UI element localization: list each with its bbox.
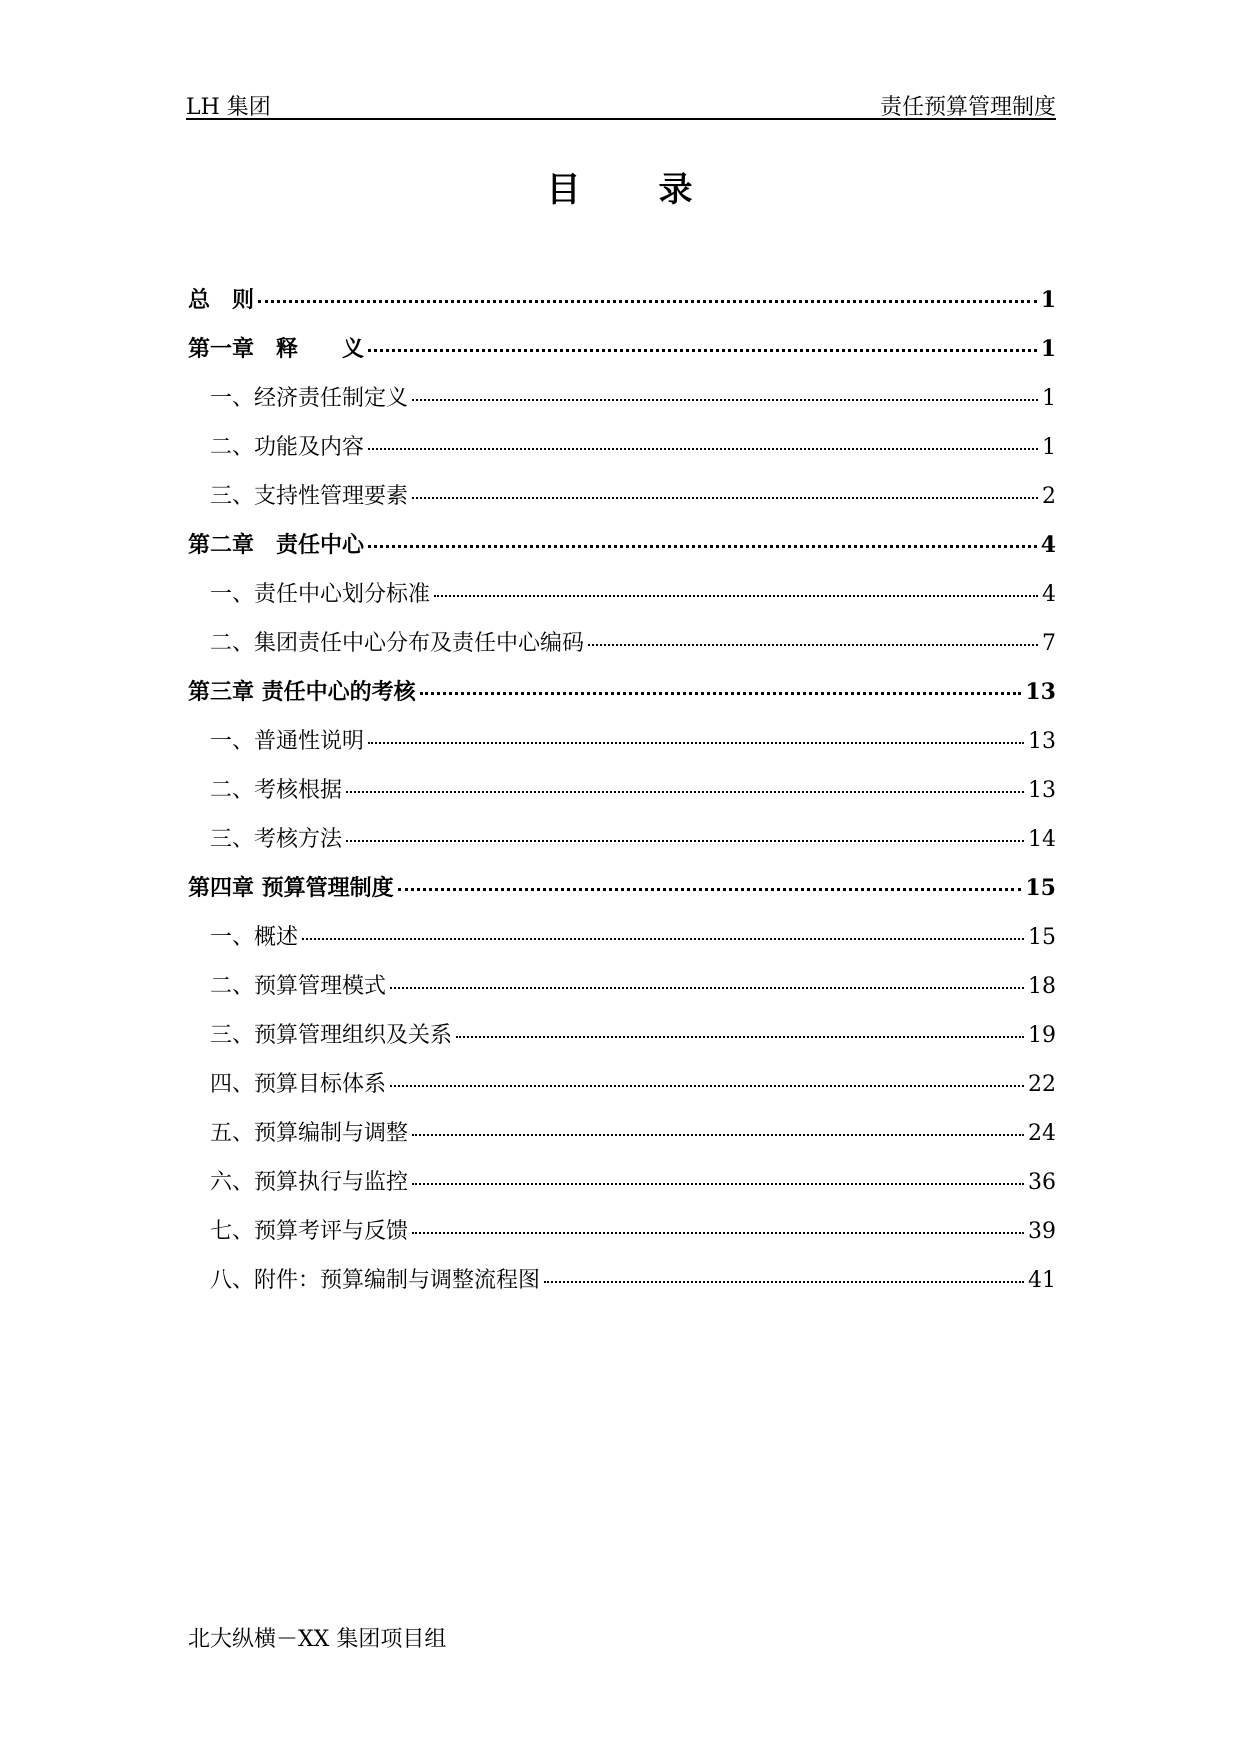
toc-title-char-2: 录: [658, 170, 695, 210]
toc-entry-page-number: 1: [1042, 386, 1056, 411]
toc-section-entry[interactable]: [188, 1214, 1056, 1263]
toc-chapter-entry[interactable]: [188, 528, 1056, 577]
toc-dot-leader: [368, 349, 1037, 352]
toc-dot-leader: [544, 1281, 1024, 1283]
toc-section-entry[interactable]: [188, 1165, 1056, 1214]
toc-chapter-entry[interactable]: [188, 332, 1056, 381]
toc-entry-page-number: 19: [1028, 1023, 1056, 1048]
toc-entry-page-number: 15: [1025, 875, 1056, 901]
toc-entry-page-number: 18: [1028, 974, 1056, 999]
toc-dot-leader: [346, 840, 1024, 842]
toc-entry-page-number: 24: [1028, 1121, 1056, 1146]
header-company: LH 集团: [186, 95, 271, 120]
toc-entry-label: 三、预算管理组织及关系: [210, 1023, 453, 1048]
toc-entry-page-number: 15: [1028, 925, 1056, 950]
toc-dot-leader: [588, 644, 1038, 646]
toc-section-entry[interactable]: [188, 430, 1056, 479]
toc-section-entry[interactable]: [188, 1018, 1056, 1067]
toc-dot-leader: [368, 742, 1024, 744]
toc-section-entry[interactable]: [188, 1116, 1056, 1165]
toc-dot-leader: [390, 987, 1024, 989]
toc-section-entry[interactable]: [188, 773, 1056, 822]
toc-entry-page-number: 14: [1028, 827, 1056, 852]
toc-entry-page-number: 2: [1042, 484, 1056, 509]
toc-entry-label: 二、集团责任中心分布及责任中心编码: [210, 631, 585, 656]
toc-title-char-1: 目: [546, 170, 583, 210]
toc-entry-label: 二、功能及内容: [210, 435, 365, 460]
toc-entry-page-number: 22: [1028, 1072, 1056, 1097]
toc-entry-page-number: 13: [1028, 729, 1056, 754]
toc-section-entry[interactable]: [188, 381, 1056, 430]
toc-dot-leader: [412, 497, 1038, 499]
header-document-title: 责任预算管理制度: [879, 95, 1056, 120]
toc-title: [0, 162, 1241, 211]
toc-dot-leader: [390, 1085, 1024, 1087]
toc-entry-page-number: 7: [1042, 631, 1056, 656]
toc-entry-page-number: 13: [1028, 778, 1056, 803]
toc-entry-page-number: 41: [1028, 1268, 1056, 1293]
toc-dot-leader: [302, 938, 1024, 940]
toc-dot-leader: [368, 545, 1037, 548]
table-of-contents: [188, 283, 1056, 1312]
toc-entry-page-number: 4: [1040, 532, 1056, 558]
toc-dot-leader: [368, 448, 1038, 450]
toc-entry-label: 第二章 责任中心: [188, 532, 365, 558]
toc-section-entry[interactable]: [188, 1067, 1056, 1116]
toc-entry-label: 第四章 预算管理制度: [188, 875, 394, 901]
toc-entry-label: 二、考核根据: [210, 778, 343, 803]
toc-entry-label: 八、附件：预算编制与调整流程图: [210, 1268, 541, 1293]
toc-entry-page-number: 13: [1025, 679, 1056, 705]
toc-entry-page-number: 1: [1040, 336, 1056, 362]
toc-entry-page-number: 36: [1028, 1170, 1056, 1195]
toc-dot-leader: [412, 1134, 1024, 1136]
toc-entry-label: 三、考核方法: [210, 827, 343, 852]
toc-section-entry[interactable]: [188, 969, 1056, 1018]
toc-entry-page-number: 1: [1042, 435, 1056, 460]
toc-section-entry[interactable]: [188, 626, 1056, 675]
toc-dot-leader: [456, 1036, 1024, 1038]
toc-entry-label: 六、预算执行与监控: [210, 1170, 409, 1195]
page-footer: 北大纵横－XX 集团项目组: [188, 1627, 447, 1652]
toc-dot-leader: [412, 1183, 1024, 1185]
toc-entry-page-number: 1: [1040, 287, 1056, 313]
toc-dot-leader: [346, 791, 1024, 793]
toc-entry-page-number: 39: [1028, 1219, 1056, 1244]
toc-entry-label: 一、责任中心划分标准: [210, 582, 431, 607]
page-header: [186, 88, 1056, 120]
toc-entry-label: 七、预算考评与反馈: [210, 1219, 409, 1244]
toc-entry-label: 第一章 释 义: [188, 336, 365, 362]
toc-section-entry[interactable]: [188, 724, 1056, 773]
toc-section-entry[interactable]: [188, 920, 1056, 969]
toc-section-entry[interactable]: [188, 479, 1056, 528]
toc-entry-label: 第三章 责任中心的考核: [188, 679, 416, 705]
toc-section-entry[interactable]: [188, 577, 1056, 626]
toc-entry-label: 四、预算目标体系: [210, 1072, 387, 1097]
toc-entry-page-number: 4: [1042, 582, 1056, 607]
toc-dot-leader: [434, 595, 1038, 597]
toc-chapter-entry[interactable]: [188, 871, 1056, 920]
toc-chapter-entry[interactable]: [188, 675, 1056, 724]
toc-entry-label: 三、支持性管理要素: [210, 484, 409, 509]
toc-entry-label: 一、普通性说明: [210, 729, 365, 754]
toc-entry-label: 五、预算编制与调整: [210, 1121, 409, 1146]
toc-entry-label: 一、概述: [210, 925, 299, 950]
toc-entry-label: 一、经济责任制定义: [210, 386, 409, 411]
toc-dot-leader: [412, 1232, 1024, 1234]
toc-dot-leader: [412, 399, 1038, 401]
toc-dot-leader: [420, 692, 1022, 695]
toc-entry-label: 二、预算管理模式: [210, 974, 387, 999]
toc-chapter-entry[interactable]: [188, 283, 1056, 332]
toc-dot-leader: [258, 300, 1037, 303]
toc-section-entry[interactable]: [188, 1263, 1056, 1312]
toc-section-entry[interactable]: [188, 822, 1056, 871]
toc-entry-label: 总 则: [188, 287, 255, 313]
toc-dot-leader: [398, 888, 1022, 891]
